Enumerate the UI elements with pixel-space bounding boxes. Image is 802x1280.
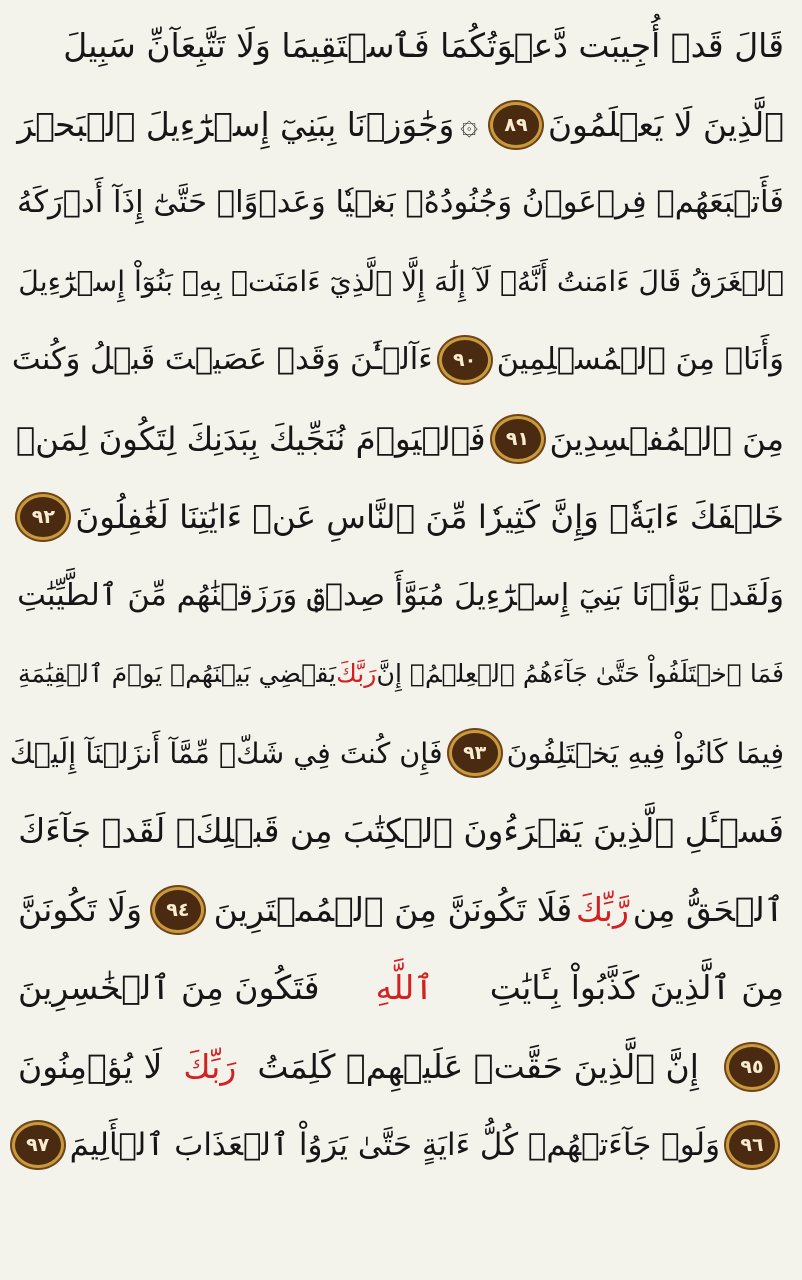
verse-text: فِيمَا كَانُواْ فِيهِ يَخۡتَلِفُونَ xyxy=(506,735,784,770)
verse-line xyxy=(18,566,784,626)
verse-text: خَلۡفَكَ ءَايَةٗۚ وَإِنَّ كَثِيرٗا مِّنَ ٱلنَّاسِ عَنۡ ءَايَٰتِنَا لَغَٰفِلُونَ xyxy=(75,498,784,536)
ayah-number-marker: ٩٧ xyxy=(12,1122,64,1168)
verse-text: يَقۡضِي بَيۡنَهُمۡ يَوۡمَ ٱلۡقِيَٰمَةِ xyxy=(18,659,337,688)
verse-text: ٱلۡغَرَقُ قَالَ ءَامَنتُ أَنَّهُۥ لَآ إِلَٰهَ إِلَّا ٱلَّذِيٓ ءَامَنَتۡ بِهِۦ بَنُوٓاْ إِسۡرَٰٓءِيلَ xyxy=(18,264,784,298)
divine-name-text: ٱللَّهِ xyxy=(375,968,434,1007)
verse-text: وَلَقَدۡ بَوَّأۡنَا بَنِيٓ إِسۡرَٰٓءِيلَ مُبَوَّأَ صِدۡقٖ وَرَزَقۡنَٰهُم مِّنَ ٱلطَّيِّبَٰتِ xyxy=(17,577,784,613)
verse-line xyxy=(18,644,784,704)
verse-line xyxy=(9,723,784,783)
verse-text: مِنَ ٱلۡمُفۡسِدِينَ xyxy=(549,419,784,458)
verse-line xyxy=(15,409,784,469)
verse-text: فَتَكُونَ مِنَ ٱلۡخَٰسِرِينَ xyxy=(18,968,320,1007)
verse-line xyxy=(18,252,784,312)
verse-line xyxy=(18,801,784,861)
rub-el-hizb-icon: ۞ xyxy=(460,106,478,142)
verse-line xyxy=(11,330,784,390)
verse-line xyxy=(18,173,784,233)
verse-text: وَجَٰوَزۡنَا بِبَنِيٓ إِسۡرَٰٓءِيلَ ٱلۡبَحۡرَ xyxy=(17,105,455,144)
verse-text: إِنَّ ٱلَّذِينَ حَقَّتۡ عَلَيۡهِمۡ كَلِمَتُ xyxy=(257,1046,699,1086)
verse-line xyxy=(18,1037,784,1097)
verse-text: فَٱلۡيَوۡمَ نُنَجِّيكَ بِبَدَنِكَ لِتَكُونَ لِمَنۡ xyxy=(15,419,486,458)
verse-text: ٱلۡحَقُّ مِن xyxy=(632,889,784,929)
verse-text: قَالَ قَدۡ أُجِيبَت دَّعۡوَتُكُمَا فَٱسۡتَقِيمَا وَلَا تَتَّبِعَآنِّ سَبِيلَ xyxy=(63,26,784,65)
verse-text: ٱلَّذِينَ لَا يَعۡلَمُونَ xyxy=(547,105,784,144)
ayah-number-marker: ٩٣ xyxy=(449,730,501,776)
divine-name-text: رَبِّكَ xyxy=(183,1046,237,1086)
ayah-number-marker: ٩١ xyxy=(492,416,544,462)
verse-line xyxy=(18,880,784,940)
verse-text: وَلَوۡ جَآءَتۡهُمۡ كُلُّ ءَايَةٍ حَتَّىٰ يَرَوُاْ ٱلۡعَذَابَ ٱلۡأَلِيمَ xyxy=(69,1127,720,1163)
ayah-number-marker: ٩٥ xyxy=(726,1044,778,1090)
divine-name-text: رَّبِّكَ xyxy=(575,889,629,929)
verse-line xyxy=(18,16,784,76)
divine-name-text: رَبَّكَ xyxy=(336,659,377,688)
ayah-number-marker: ٨٩ xyxy=(490,102,542,148)
verse-text: وَلَا تَكُونَنَّ xyxy=(18,889,143,929)
ayah-number-marker: ٩٢ xyxy=(17,494,69,540)
ayah-number-marker: ٩٤ xyxy=(152,887,204,933)
verse-line xyxy=(18,958,784,1018)
verse-text: فَلَا تَكُونَنَّ مِنَ ٱلۡمُمۡتَرِينَ xyxy=(213,889,573,929)
verse-line xyxy=(18,95,784,155)
verse-text: فَسۡـَٔلِ ٱلَّذِينَ يَقۡرَءُونَ ٱلۡكِتَٰبَ مِن قَبۡلِكَۚ لَقَدۡ جَآءَكَ xyxy=(18,811,784,850)
ayah-number-marker: ٩٠ xyxy=(439,337,491,383)
verse-text: ءَآلۡـَٰٔنَ وَقَدۡ عَصَيۡتَ قَبۡلُ وَكُنتَ xyxy=(11,342,433,377)
verse-text: مِنَ ٱلَّذِينَ كَذَّبُواْ بِـَٔايَٰتِ xyxy=(489,968,784,1007)
verse-text: وَأَنَا۠ مِنَ ٱلۡمُسۡلِمِينَ xyxy=(496,342,784,377)
verse-text: فَمَا ٱخۡتَلَفُواْ حَتَّىٰ جَآءَهُمُ ٱلۡعِلۡمُۚ إِنَّ xyxy=(376,659,784,688)
verse-line xyxy=(18,487,784,547)
verse-text: فَأَتۡبَعَهُمۡ فِرۡعَوۡنُ وَجُنُودُهُۥ بَغۡيٗا وَعَدۡوًاۖ حَتَّىٰٓ إِذَآ أَدۡرَكَهُ xyxy=(17,185,784,220)
verse-line xyxy=(18,1115,784,1175)
ayah-number-marker: ٩٦ xyxy=(726,1122,778,1168)
verse-text: لَا يُؤۡمِنُونَ xyxy=(18,1046,163,1086)
verse-text: فَإِن كُنتَ فِي شَكّٖ مِّمَّآ أَنزَلۡنَآ إِلَيۡكَ xyxy=(9,735,443,770)
